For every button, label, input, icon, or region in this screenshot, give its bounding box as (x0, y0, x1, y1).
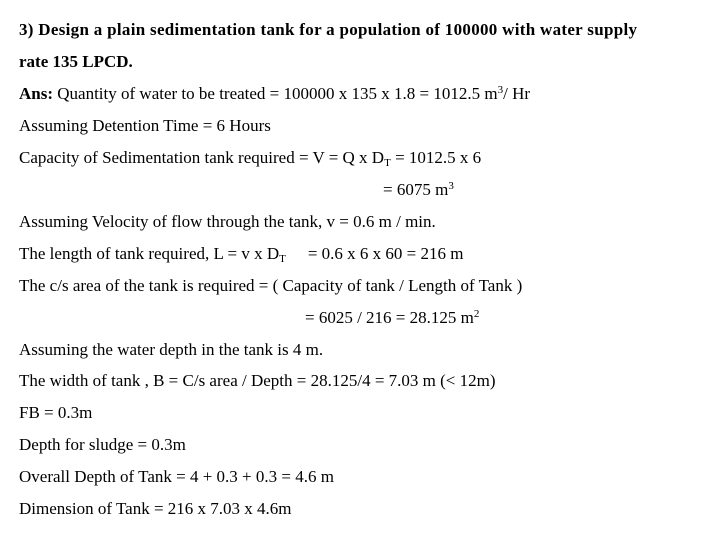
depth-line: Assuming the water depth in the tank is 4 m. (19, 340, 324, 359)
dimension-line: Dimension of Tank = 216 x 7.03 x 4.6m (19, 499, 292, 518)
capacity-line (19, 148, 481, 170)
capacity-post: = 1012.5 x 6 (390, 148, 482, 167)
velocity-line: Assuming Velocity of flow through the tank, v = 0.6 m / min. (19, 212, 436, 231)
length-sub: T (279, 253, 286, 265)
answer-label: Ans: (19, 84, 54, 103)
area-line: The c/s area of the tank is required = ( Capacity of tank / Length of Tank ) (19, 276, 523, 295)
overall-depth-line: Overall Depth of Tank = 4 + 0.3 + 0.3 = 4.6 m (19, 467, 334, 486)
quantity-sup: 3 (497, 84, 504, 96)
length-line (19, 244, 464, 266)
area-result-line (305, 308, 479, 330)
question-line-1: 3) Design a plain sedimentation tank for a population of 100000 with water supply (19, 20, 638, 39)
length-post: = 0.6 x 6 x 60 = 216 m (307, 244, 464, 263)
sludge-line: Depth for sludge = 0.3m (19, 435, 186, 454)
width-line: The width of tank , B = C/s area / Depth = 28.125/4 = 7.03 m (< 12m) (19, 371, 496, 390)
fb-line: FB = 0.3m (19, 403, 93, 422)
length-pre: The length of tank required, L = v x D (19, 244, 280, 263)
capacity-result: = 6075 m (383, 180, 449, 199)
detention-line: Assuming Detention Time = 6 Hours (19, 116, 271, 135)
capacity-result-line (383, 180, 454, 202)
quantity-text: Quantity of water to be treated = 100000 x 135 x 1.8 = 1012.5 m (57, 84, 498, 103)
answer-quantity-line (19, 84, 530, 106)
capacity-pre: Capacity of Sedimentation tank required = V = Q x D (19, 148, 385, 167)
capacity-result-sup: 3 (448, 180, 454, 192)
quantity-tail: / Hr (503, 84, 531, 103)
area-result: = 6025 / 216 = 28.125 m (305, 308, 474, 327)
area-result-sup: 2 (473, 308, 480, 320)
question-line-2: rate 135 LPCD. (19, 52, 133, 71)
capacity-sub: T (384, 157, 391, 169)
